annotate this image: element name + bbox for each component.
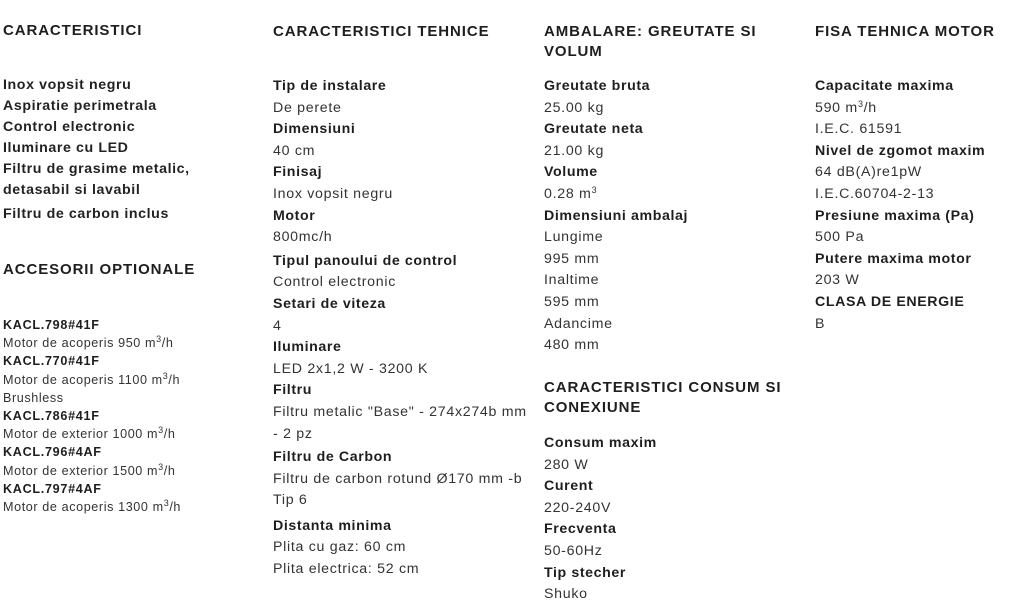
consumption-title: CARACTERISTICI CONSUM SI CONEXIUNE bbox=[544, 379, 782, 416]
spec-key: Finisaj bbox=[273, 164, 323, 181]
spec-key: Tip stecher bbox=[544, 564, 627, 581]
accessory-code: KACL.798#41F bbox=[3, 318, 100, 332]
spec-key: Iluminare bbox=[273, 339, 342, 356]
spec-value: 0.28 $m^3$ bbox=[544, 184, 598, 202]
motor-title: FISA TEHNICA MOTOR bbox=[815, 23, 995, 40]
spec-key: Setari de viteza bbox=[273, 295, 386, 312]
accessory-desc: Motor de exterior 1000 $m^3/h$ bbox=[3, 425, 176, 442]
spec-value: I.E.C.60704-2-13 bbox=[815, 185, 935, 202]
technical-specs bbox=[273, 76, 535, 581]
spec-key: Consum maxim bbox=[544, 435, 657, 451]
accessory-item bbox=[3, 480, 181, 516]
spec-key: CLASA DE ENERGIE bbox=[815, 293, 965, 310]
feature-item: Filtru de carbon inclus bbox=[3, 206, 169, 222]
spec-value: 800mc/h bbox=[273, 229, 333, 246]
spec-value: 4 bbox=[273, 317, 282, 334]
spec-value: Plita cu gaz: 60 cm bbox=[273, 539, 407, 556]
spec-value: Filtru de carbon rotund Ø170 mm -b Tip 6 bbox=[273, 470, 523, 509]
spec-key: Volume bbox=[544, 164, 598, 181]
spec-key: Tipul panoului de control bbox=[273, 252, 458, 269]
spec-value: Inaltime bbox=[544, 272, 600, 289]
spec-key: Greutate bruta bbox=[544, 78, 651, 94]
spec-key: Curent bbox=[544, 478, 594, 495]
spec-key: Frecventa bbox=[544, 521, 617, 538]
accessory-item bbox=[3, 352, 181, 407]
accessory-item bbox=[3, 407, 181, 443]
spec-value: 21.00 kg bbox=[544, 142, 605, 159]
spec-value: B bbox=[815, 315, 826, 332]
spec-value: 203 W bbox=[815, 272, 860, 289]
spec-value: Plita electrica: 52 cm bbox=[273, 561, 420, 578]
spec-key: Dimensiuni bbox=[273, 121, 356, 138]
accessories-title: ACCESORII OPTIONALE bbox=[3, 261, 196, 278]
accessory-code: KACL.786#41F bbox=[3, 409, 100, 424]
feature-item: Iluminare cu LED bbox=[3, 140, 129, 156]
spec-key: Distanta minima bbox=[273, 517, 392, 534]
accessory-desc: Motor de acoperis 1100 $m^3/h$ bbox=[3, 370, 181, 387]
spec-value: 220-240V bbox=[544, 499, 612, 516]
packaging-specs bbox=[544, 76, 688, 357]
spec-key: Greutate neta bbox=[544, 121, 644, 138]
spec-key: Motor bbox=[273, 207, 316, 224]
spec-key: Dimensiuni ambalaj bbox=[544, 207, 689, 224]
spec-value: 50-60Hz bbox=[544, 542, 603, 559]
feature-item: Control electronic bbox=[3, 119, 136, 135]
accessory-code: KACL.796#4AF bbox=[3, 445, 102, 460]
accessory-item bbox=[3, 443, 181, 479]
spec-value: Lungime bbox=[544, 229, 604, 246]
spec-value: I.E.C. 61591 bbox=[815, 121, 903, 138]
spec-key: Filtru bbox=[273, 382, 313, 399]
features-title: CARACTERISTICI bbox=[3, 22, 143, 39]
accessory-code: KACL.797#4AF bbox=[3, 481, 102, 496]
spec-value: De perete bbox=[273, 99, 342, 116]
spec-value: 995 mm bbox=[544, 250, 600, 267]
accessory-extra: Brushless bbox=[3, 390, 64, 405]
spec-key: Tip de instalare bbox=[273, 78, 387, 94]
spec-value: 25.00 kg bbox=[544, 99, 605, 116]
accessory-item bbox=[3, 316, 181, 352]
spec-key: Nivel de zgomot maxim bbox=[815, 142, 986, 159]
packaging-title: AMBALARE: GREUTATE SI VOLUM bbox=[544, 23, 757, 60]
spec-value: 40 cm bbox=[273, 142, 316, 159]
consumption-specs bbox=[544, 433, 657, 606]
spec-key: Capacitate maxima bbox=[815, 78, 954, 94]
spec-value: 64 dB(A)re1pW bbox=[815, 164, 922, 181]
spec-value: 590 $m^3/h$ bbox=[815, 98, 877, 116]
feature-item: Filtru de grasime metalic, detasabil si lavabil bbox=[3, 161, 190, 198]
spec-value: 595 mm bbox=[544, 293, 600, 310]
features-list bbox=[3, 75, 228, 225]
spec-value: 500 Pa bbox=[815, 229, 865, 246]
feature-item: Aspiratie perimetrala bbox=[3, 98, 157, 114]
spec-value: LED 2x1,2 W - 3200 K bbox=[273, 360, 429, 377]
accessory-desc: Motor de exterior 1500 $m^3/h$ bbox=[3, 461, 176, 478]
spec-key: Filtru de Carbon bbox=[273, 449, 393, 466]
spec-value: Inox vopsit negru bbox=[273, 185, 393, 202]
spec-value: Control electronic bbox=[273, 274, 396, 291]
spec-value: Filtru metalic "Base" - 274x274b mm - 2 pz bbox=[273, 403, 527, 442]
feature-item: Inox vopsit negru bbox=[3, 77, 132, 93]
spec-key: Presiune maxima (Pa) bbox=[815, 207, 975, 224]
spec-value: 280 W bbox=[544, 456, 589, 473]
spec-value: 480 mm bbox=[544, 337, 600, 354]
spec-value: Shuko bbox=[544, 586, 588, 603]
accessories-list bbox=[3, 316, 181, 516]
spec-key: Putere maxima motor bbox=[815, 250, 972, 267]
accessory-desc: Motor de acoperis 1300 $m^3/h$ bbox=[3, 498, 182, 515]
spec-value: Adancime bbox=[544, 315, 613, 332]
accessory-code: KACL.770#41F bbox=[3, 354, 100, 369]
accessory-desc: Motor de acoperis 950 $m^3/h$ bbox=[3, 334, 174, 351]
motor-specs bbox=[815, 76, 985, 335]
technical-title: CARACTERISTICI TEHNICE bbox=[273, 23, 490, 40]
